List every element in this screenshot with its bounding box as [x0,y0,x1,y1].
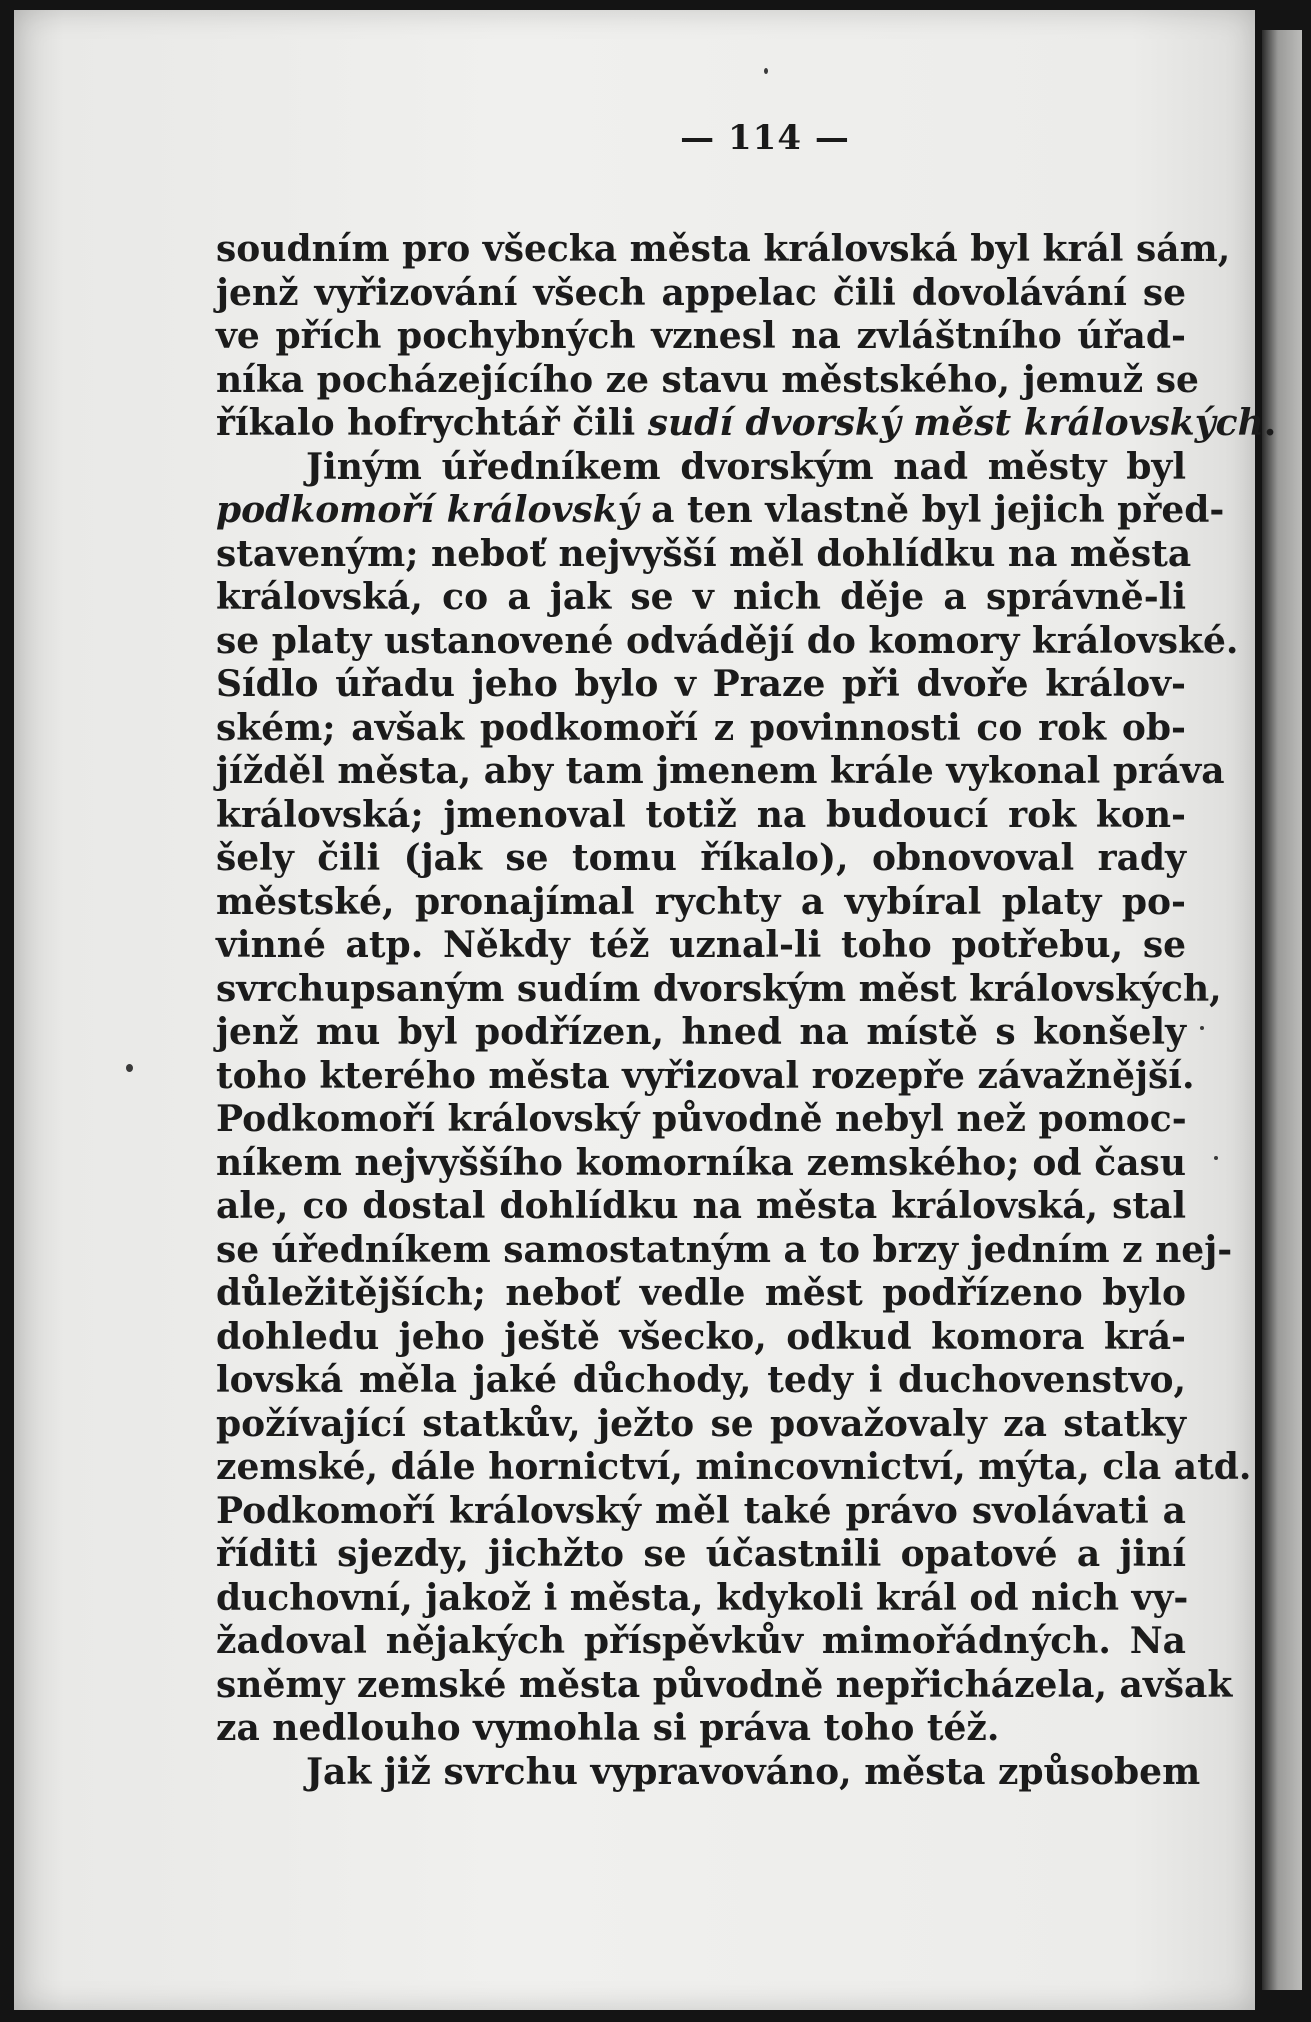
text-run: toho kterého města vyřizoval rozepře závažnější. [216,1054,1195,1097]
text-run: Jak již svrchu vypravováno, města způsobem [306,1750,1201,1793]
text-run: svrchupsaným sudím dvorským měst královských, [216,967,1222,1010]
text-run: ském; avšak podkomoří z povinnosti co rok ob- [216,706,1186,749]
text-run: za nedlouho vymohla si práva toho též. [216,1707,1000,1749]
text-line [216,1533,1186,1577]
text-line [216,358,1199,403]
text-line [216,1011,1186,1055]
text-run: níka pocházejícího ze stavu městského, jemuž se [216,358,1199,401]
text-line [216,1272,1186,1316]
text-run: Sídlo úřadu jeho bylo v Praze při dvoře králov- [216,663,1186,705]
text-line [216,663,1186,707]
text-run: ve přích pochybných vznesl na zvláštního úřad- [216,315,1186,357]
text-line [216,1142,1186,1186]
text-line [216,402,1277,446]
text-line [216,619,1239,664]
text-run: zemské, dále hornictví, mincovnictví, mýta, cla atd. [216,1446,1252,1488]
text-line [216,967,1222,1012]
text-run: lovská měla jaké důchody, tedy i duchovenstvo, [216,1359,1186,1401]
text-run: jenž mu byl podřízen, hned na místě s konšely [216,1011,1186,1053]
text-run: se úředníkem samostatným a to brzy jedním z nej- [216,1228,1233,1271]
text-line [216,837,1186,881]
text-run: se platy ustanovené odvádějí do komory královské. [216,619,1239,662]
text-line [216,1185,1186,1229]
text-line [216,1228,1233,1273]
text-line [216,794,1186,838]
text-run: žadoval nějakých příspěvkův mimořádných. Na [216,1620,1186,1662]
text-line [216,1620,1186,1664]
text-line [216,750,1225,794]
text-run: jenž vyřizování všech appelac čili dovolávání se [216,271,1186,314]
text-line [216,446,1186,490]
italic-phrase: podkomoří královský [216,489,639,531]
text-run: sněmy zemské města původně nepřicházela, avšak [216,1663,1233,1706]
text-run: níkem nejvyššího komorníka zemského; od času [216,1141,1186,1184]
text-run: jížděl města, aby tam jmenem krále vykonal práva [216,750,1225,792]
text-line [216,576,1186,620]
text-line [216,228,1231,272]
text-line [216,1359,1186,1403]
text-run: Jiným úředníkem dvorským nad městy byl [306,445,1186,488]
text-run: šely čili (jak se tomu říkalo), obnovoval rady [216,837,1186,879]
ink-speck [1214,1156,1218,1160]
text-run: . [1263,402,1277,444]
text-line [216,1403,1186,1447]
text-line [216,315,1186,359]
text-line [216,1316,1186,1360]
text-line [216,1707,1186,1751]
adjacent-page-edge [1262,30,1302,1990]
text-line [216,1446,1252,1490]
text-run: požívající statkův, ježto se považovaly za statky [216,1402,1186,1445]
text-run: Podkomoří královský měl také právo svolávati a [216,1489,1186,1532]
text-line [216,489,1225,533]
text-run: Podkomoří královský původně nebyl než pomoc- [216,1098,1187,1140]
body-text [216,228,1277,1794]
text-line [216,1750,1201,1795]
text-run: dohledu jeho ještě všecko, odkud komora krá- [216,1315,1186,1358]
text-run: královská, co a jak se v nich děje a správně-li [216,576,1186,618]
text-run: staveným; neboť nejvyšší měl dohlídku na města [216,532,1192,575]
text-run: říditi sjezdy, jichžto se účastnili opatové a jiní [216,1533,1186,1575]
text-run: královská; jmenoval totiž na budoucí rok kon- [216,793,1186,836]
text-line [216,1054,1195,1099]
text-line [216,1098,1186,1142]
text-run: soudním pro všecka města královská byl král sám, [216,228,1231,270]
ink-speck [764,68,768,74]
text-run: vinné atp. Někdy též uznal-li toho potřebu, se [216,924,1186,966]
text-run: duchovní, jakož i města, kdykoli král od nich vy- [216,1576,1189,1619]
text-line [216,1490,1186,1534]
ink-speck [126,1064,133,1072]
text-run: ale, co dostal dohlídku na města královská, stal [216,1185,1186,1227]
text-run: říkalo hofrychtář čili [216,402,648,444]
text-run: důležitějších; neboť vedle měst podřízeno bylo [216,1272,1186,1314]
text-line [216,272,1186,316]
text-run: a ten vlastně byl jejich před- [638,489,1225,531]
italic-phrase: sudí dvorský měst královských [647,402,1264,444]
text-line [216,924,1186,968]
text-line [216,1663,1233,1708]
text-line [216,707,1186,751]
text-line [216,1576,1189,1621]
page-number: — 114 — [680,118,850,158]
text-line [216,881,1186,925]
text-line [216,532,1192,577]
ink-speck [1200,1026,1204,1030]
text-run: městské, pronajímal rychty a vybíral platy po- [216,880,1186,923]
